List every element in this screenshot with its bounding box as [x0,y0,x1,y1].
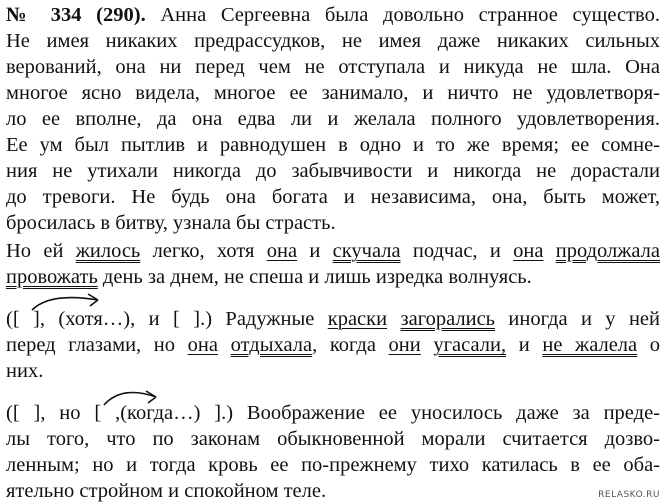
sentence-line-2: провожать день за днем, не спеша и лишь изредка волнуясь. [6,266,532,288]
predicate: не жалела [542,334,638,356]
predicate: отдыхала [230,334,313,356]
sentence-line-5: них. [6,360,44,382]
text-line-7: ния не утихали никогда до забывчивости и никогда не дорастали [6,160,660,182]
subject: она [513,240,544,262]
sentence-line-1: Но ей жилось легко, хотя она и скучала подчас, и она продолжала [6,240,661,262]
subject: они [388,334,421,356]
subject: она [187,334,218,356]
text-line-8: до тревоги. Не будь она богата и независима, она, быть может, [6,186,660,208]
predicate: жилось [75,240,141,262]
predicate: продолжала [555,240,661,262]
text-line-9: бросилась в битву, узнала бы страсть. [6,212,336,234]
sentence-scheme: ([ ], (хотя…), и [ ].) [6,308,213,330]
text-line-2: Не имея никаких предрассудков, не имея даже никаких сильных [6,30,660,52]
watermark: RELASKO.RU [598,490,660,500]
text-line-3: верований, она ни перед чем не отступала и никуда не шла. Она [6,56,660,78]
sentence-line-9: ятельно стройном и спокойном теле. [6,480,327,502]
text-line-1: № 334 (290). Анна Сергеевна была довольно странное существо. [6,4,660,26]
text-line-5: ло ее вполне, да она едва ли и желала полного удовлетворения. [6,108,660,130]
sentence-line-8: ленным; но и тогда кровь ее по-прежнему тихо катилась в ее оба- [6,454,660,476]
predicate: угасали, [433,334,507,356]
text-line-6: Ее ум был пытлив и равнодушен в одно и то же время; ее сомне- [6,134,660,156]
sentence-scheme: ([ ], но [ [6,402,102,424]
exercise-number: № 334 (290). [6,4,146,26]
text-line-4: многое ясно видела, многое ее занимало, и ничто не удовлетворя- [6,82,660,104]
sentence-line-3: ([ ], (хотя…), и [ ].) Радужные краски загорались иногда и у ней [6,308,660,330]
subject: она [266,240,298,262]
sentence-line-4: перед глазами, но она отдыхала, когда они угасали, и не жалела о [6,334,661,356]
predicate: загорались [400,308,496,330]
subject: краски [327,308,388,330]
predicate: скучала [332,240,401,262]
sentence-line-6: ([ ], но [ ,(когда…) ].) Воображение ее уносилось даже за преде- [6,402,660,424]
sentence-line-7: лы того, что по законам обыкновенной морали считается дозво- [6,428,660,450]
predicate: провожать [6,266,98,288]
